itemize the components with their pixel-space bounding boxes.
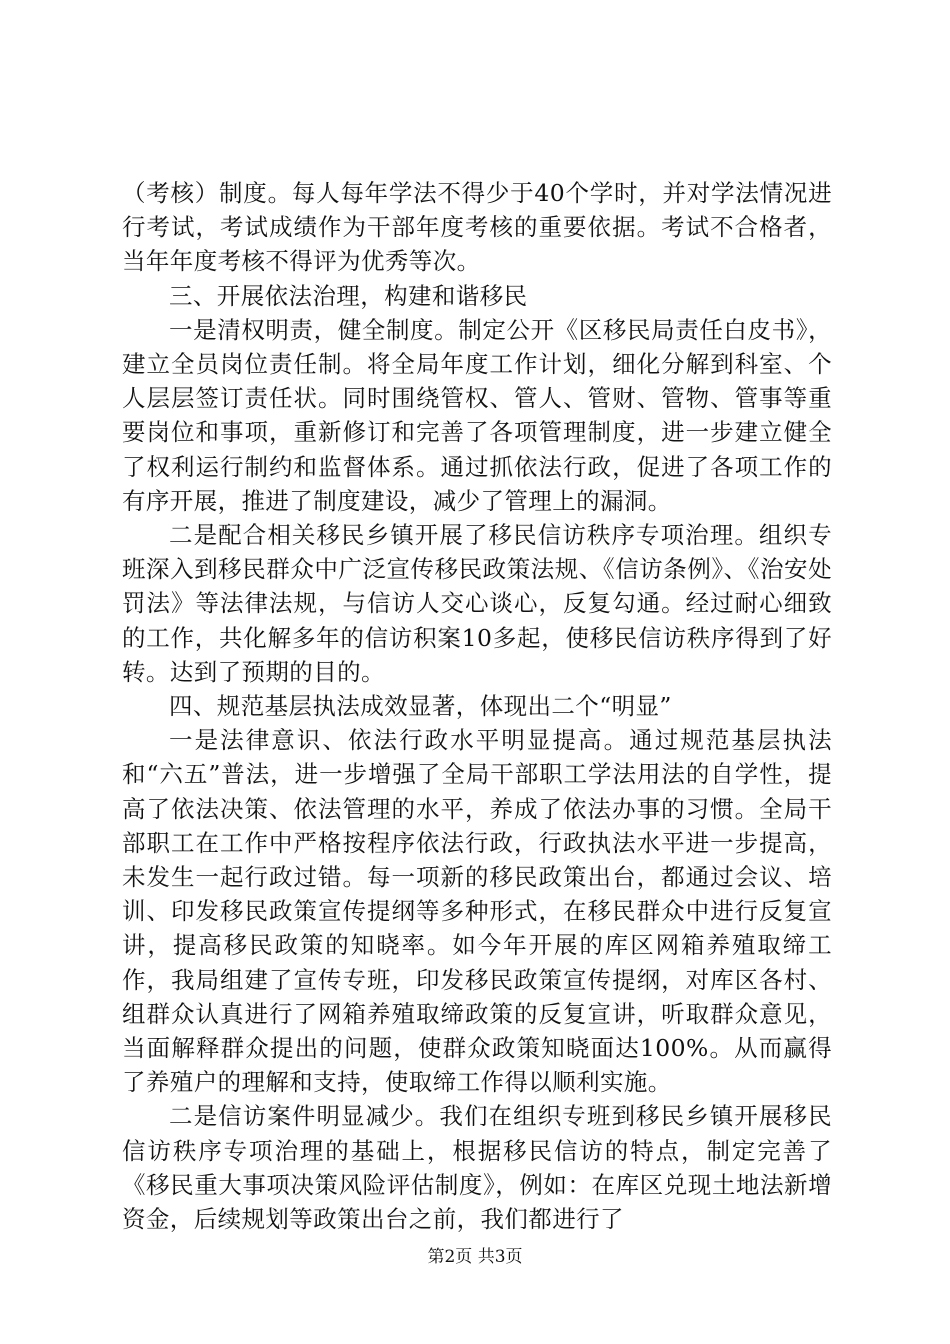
paragraph: 二是信访案件明显减少。我们在组织专班到移民乡镇开展移民信访秩序专项治理的基础上，根据移民信访的特点，制定完善了《移民重大事项决策风险评估制度》，例如：在库区兑现土地法新增资金，后续规划等政策出台之前，我们都进行了 <box>122 1102 832 1234</box>
page-footer <box>0 1246 950 1268</box>
section-heading-4: 四、规范基层执法成效显著，体现出二个“明显” <box>169 692 672 721</box>
document-body <box>122 176 832 1236</box>
paragraph: 一是法律意识、依法行政水平明显提高。通过规范基层执法和“六五”普法，进一步增强了全局干部职工学法用法的自学性，提高了依法决策、依法管理的水平，养成了依法办事的习惯。全局干部职工在工作中严格按程序依法行政，行政执法水平进一步提高，未发生一起行政过错。每一项新的移民政策出台，都通过会议、培训、印发移民政策宣传提纲等多种形式，在移民群众中进行反复宣讲，提高移民政策的知晓率。如今年开展的库区网箱养殖取缔工作，我局组建了宣传专班，印发移民政策宣传提纲，对库区各村、组群众认真进行了网箱养殖取缔政策的反复宣讲，听取群众意见，当面解释群众提出的问题，使群众政策知晓面达100%。从而赢得了养殖户的理解和支持，使取缔工作得以顺利实施。 <box>122 726 832 1097</box>
paragraph: 一是清权明责，健全制度。制定公开《区移民局责任白皮书》，建立全员岗位责任制。将全局年度工作计划，细化分解到科室、个人层层签订责任状。同时围绕管权、管人、管财、管物、管事等重要岗位和事项，重新修订和完善了各项管理制度，进一步建立健全了权利运行制约和监督体系。通过抓依法行政，促进了各项工作的有序开展，推进了制度建设，减少了管理上的漏洞。 <box>122 315 832 515</box>
paragraph-continuation: （考核）制度。每人每年学法不得少于40个学时，并对学法情况进行考试，考试成绩作为干部年度考核的重要依据。考试不合格者，当年年度考核不得评为优秀等次。 <box>122 179 832 276</box>
page-number: 第2页 共3页 <box>427 1247 523 1267</box>
paragraph: 二是配合相关移民乡镇开展了移民信访秩序专项治理。组织专班深入到移民群众中广泛宣传移民政策法规、《信访条例》、《治安处罚法》等法律法规，与信访人交心谈心，反复勾通。经过耐心细致的工作，共化解多年的信访积案10多起，使移民信访秩序得到了好转。达到了预期的目的。 <box>122 521 832 686</box>
section-heading-3: 三、开展依法治理，构建和谐移民 <box>169 281 528 310</box>
